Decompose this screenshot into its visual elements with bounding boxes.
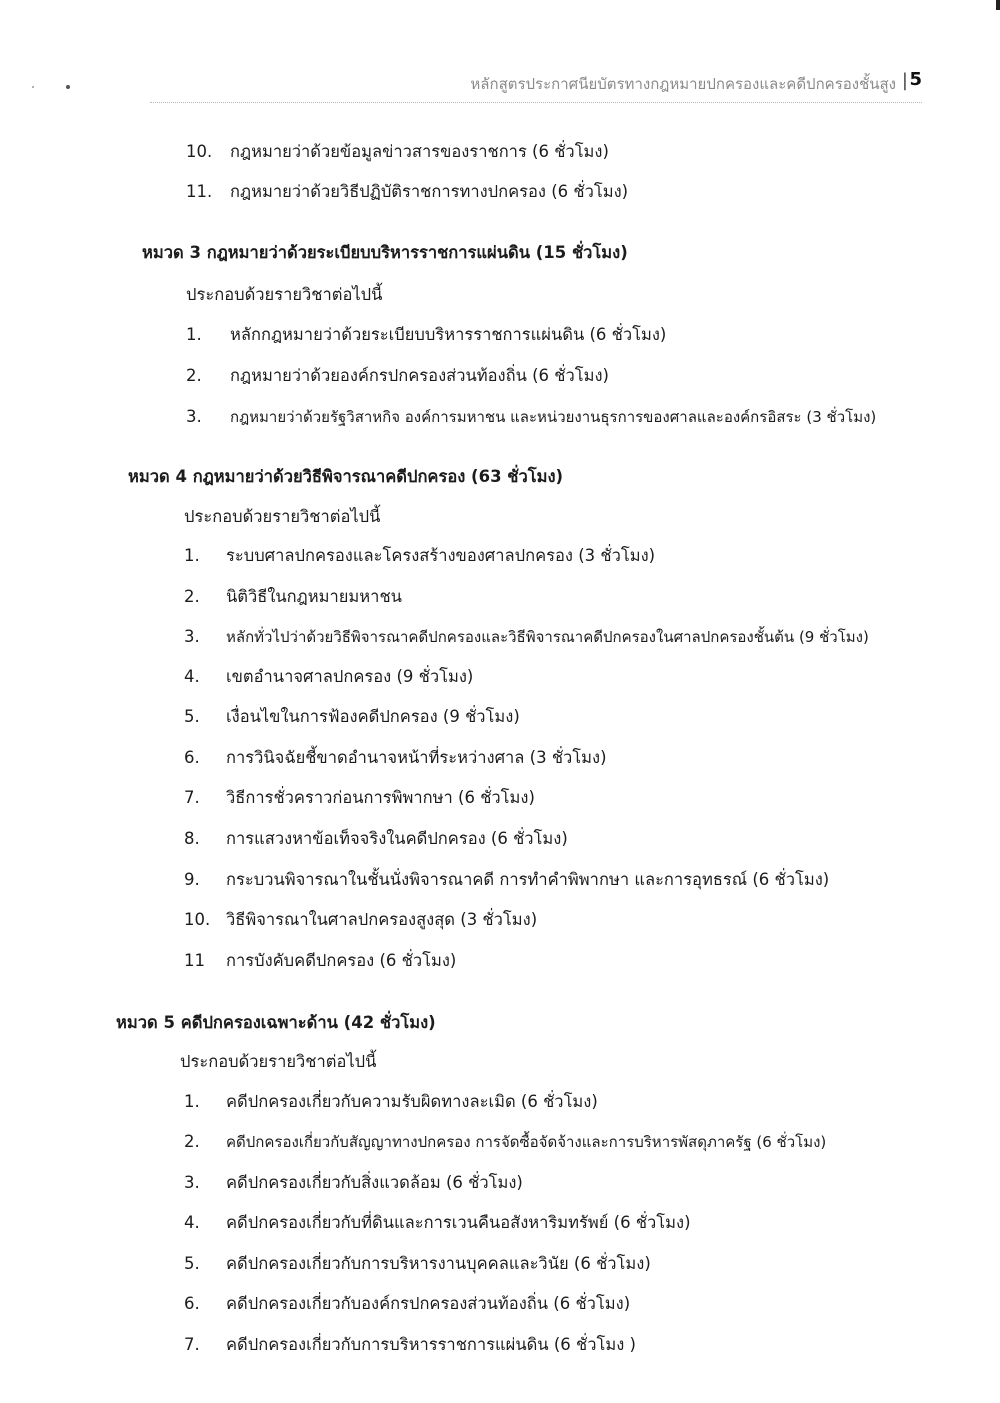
- item-number: 6.: [184, 1294, 200, 1313]
- item-text: คดีปกครองเกี่ยวกับการบริหารราชการแผ่นดิน (6 ชั่วโมง ): [226, 1335, 636, 1354]
- item-text: เงื่อนไขในการฟ้องคดีปกครอง (9 ชั่วโมง): [226, 707, 520, 726]
- item-text: คดีปกครองเกี่ยวกับองค์กรปกครองส่วนท้องถิ่น (6 ชั่วโมง): [226, 1294, 631, 1313]
- item-number: 10.: [186, 142, 213, 161]
- item-number: 7.: [184, 1335, 200, 1354]
- scan-speck: [32, 86, 34, 88]
- item-number: 8.: [184, 829, 200, 848]
- item-text: กฎหมายว่าด้วยวิธีปฏิบัติราชการทางปกครอง (6 ชั่วโมง): [230, 182, 629, 201]
- item-text: หลักทั่วไปว่าด้วยวิธีพิจารณาคดีปกครองและวิธีพิจารณาคดีปกครองในศาลปกครองชั้นต้น (9 ชั่วโมง): [226, 628, 869, 646]
- item-text: วิธีพิจารณาในศาลปกครองสูงสุด (3 ชั่วโมง): [226, 910, 538, 929]
- item-number: 2.: [184, 587, 200, 606]
- item-number: 10.: [184, 910, 211, 929]
- item-number: 2.: [184, 1132, 200, 1151]
- item-number: 5.: [184, 1254, 200, 1273]
- item-number: 6.: [184, 748, 200, 767]
- item-number: 11.: [186, 182, 213, 201]
- item-number: 4.: [184, 1213, 200, 1232]
- item-text: หลักกฎหมายว่าด้วยระเบียบบริหารราชการแผ่นดิน (6 ชั่วโมง): [230, 325, 667, 344]
- item-number: 1.: [184, 546, 200, 565]
- item-number: 1.: [186, 325, 202, 344]
- item-number: 9.: [184, 870, 200, 889]
- item-text: คดีปกครองเกี่ยวกับสัญญาทางปกครอง การจัดซื้อจัดจ้างและการบริหารพัสดุภาครัฐ (6 ชั่วโมง): [226, 1133, 827, 1151]
- item-text: การวินิจฉัยชี้ขาดอำนาจหน้าที่ระหว่างศาล (3 ชั่วโมง): [226, 748, 607, 767]
- scan-speck: [66, 85, 70, 89]
- item-text: ระบบศาลปกครองและโครงสร้างของศาลปกครอง (3 ชั่วโมง): [226, 546, 656, 565]
- header-separator: |: [901, 70, 908, 91]
- item-number: 1.: [184, 1092, 200, 1111]
- section-heading: หมวด 4 กฎหมายว่าด้วยวิธีพิจารณาคดีปกครอง (63 ชั่วโมง): [128, 467, 564, 486]
- section-intro: ประกอบด้วยรายวิชาต่อไปนี้: [186, 285, 383, 304]
- item-text: กระบวนพิจารณาในชั้นนั่งพิจารณาคดี การทำคำพิพากษา และการอุทธรณ์ (6 ชั่วโมง): [226, 870, 830, 889]
- item-text: คดีปกครองเกี่ยวกับที่ดินและการเวนคืนอสังหาริมทรัพย์ (6 ชั่วโมง): [226, 1213, 691, 1232]
- item-text: กฎหมายว่าด้วยองค์กรปกครองส่วนท้องถิ่น (6 ชั่วโมง): [230, 366, 609, 385]
- item-text: กฎหมายว่าด้วยรัฐวิสาหกิจ องค์การมหาชน และหน่วยงานธุรการของศาลและองค์กรอิสระ (3 ชั่วโมง): [230, 408, 877, 426]
- item-text: การบังคับคดีปกครอง (6 ชั่วโมง): [226, 951, 457, 970]
- item-text: นิติวิธีในกฎหมายมหาชน: [226, 587, 402, 606]
- page-header: [150, 66, 922, 103]
- item-text: คดีปกครองเกี่ยวกับสิ่งแวดล้อม (6 ชั่วโมง): [226, 1173, 523, 1192]
- section-heading: หมวด 3 กฎหมายว่าด้วยระเบียบบริหารราชการแผ่นดิน (15 ชั่วโมง): [142, 243, 628, 262]
- item-text: การแสวงหาข้อเท็จจริงในคดีปกครอง (6 ชั่วโมง): [226, 829, 568, 848]
- section-intro: ประกอบด้วยรายวิชาต่อไปนี้: [184, 507, 381, 526]
- item-number: 4.: [184, 667, 200, 686]
- item-number: 3.: [186, 407, 202, 426]
- item-number: 5.: [184, 707, 200, 726]
- section-heading: หมวด 5 คดีปกครองเฉพาะด้าน (42 ชั่วโมง): [116, 1013, 436, 1032]
- item-text: คดีปกครองเกี่ยวกับการบริหารงานบุคคลและวินัย (6 ชั่วโมง): [226, 1254, 651, 1273]
- item-number: 3.: [184, 1173, 200, 1192]
- item-number: 11: [184, 951, 205, 970]
- section-intro: ประกอบด้วยรายวิชาต่อไปนี้: [180, 1052, 377, 1071]
- item-text: เขตอำนาจศาลปกครอง (9 ชั่วโมง): [226, 667, 474, 686]
- item-text: วิธีการชั่วคราวก่อนการพิพากษา (6 ชั่วโมง): [226, 788, 535, 807]
- page-number: 5: [909, 69, 922, 90]
- item-text: กฎหมายว่าด้วยข้อมูลข่าวสารของราชการ (6 ชั่วโมง): [230, 142, 609, 161]
- item-number: 7.: [184, 788, 200, 807]
- item-number: 3.: [184, 627, 200, 646]
- scan-edge-mark: [996, 0, 1000, 10]
- item-number: 2.: [186, 366, 202, 385]
- item-text: คดีปกครองเกี่ยวกับความรับผิดทางละเมิด (6 ชั่วโมง): [226, 1092, 598, 1111]
- header-title: หลักสูตรประกาศนียบัตรทางกฎหมายปกครองและคดีปกครองชั้นสูง: [470, 75, 896, 93]
